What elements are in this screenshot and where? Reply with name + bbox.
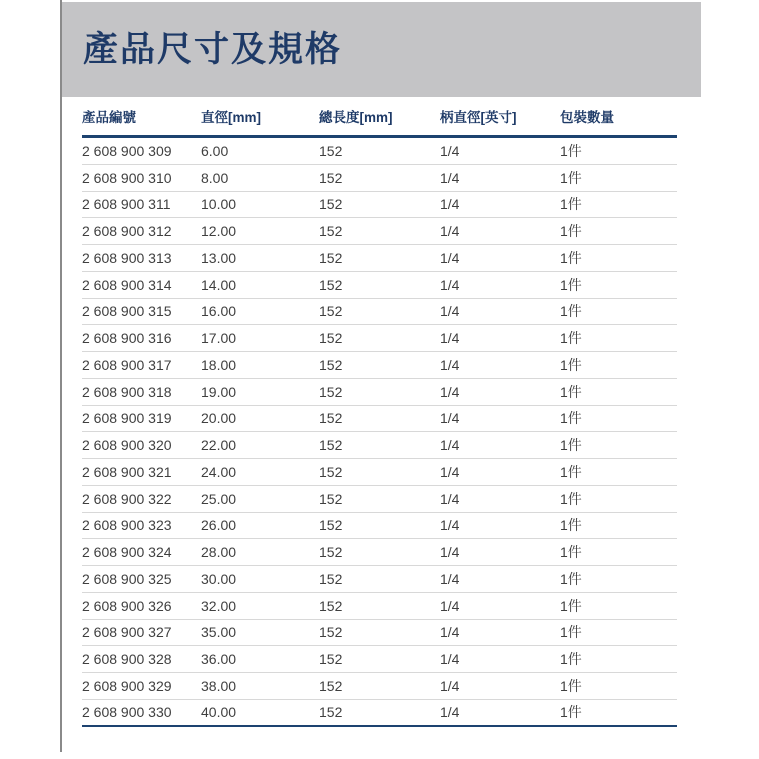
cell-diameter-mm: 35.00 <box>201 624 237 641</box>
cell-product-number: 2 608 900 324 <box>82 544 172 561</box>
cell-total-length-mm: 152 <box>319 597 343 614</box>
cell-product-number: 2 608 900 326 <box>82 597 172 614</box>
cell-total-length-mm: 152 <box>319 249 343 266</box>
cell-diameter-mm: 18.00 <box>201 356 237 373</box>
cell-diameter-mm: 13.00 <box>201 249 237 266</box>
cell-product-number: 2 608 900 317 <box>82 356 172 373</box>
cell-diameter-mm: 40.00 <box>201 704 237 721</box>
title-bar <box>62 2 701 97</box>
cell-total-length-mm: 152 <box>319 383 343 400</box>
cell-pack-quantity: 1件 <box>560 142 582 159</box>
cell-total-length-mm: 152 <box>319 704 343 721</box>
cell-pack-quantity: 1件 <box>560 624 582 641</box>
cell-diameter-mm: 20.00 <box>201 410 237 427</box>
table-body <box>82 138 677 727</box>
page-title: 產品尺寸及規格 <box>83 30 343 69</box>
column-header-shank-diameter-inch: 柄直徑[英寸] <box>440 110 517 125</box>
table-row <box>82 218 677 245</box>
table-row <box>82 272 677 299</box>
table-row <box>82 379 677 406</box>
cell-total-length-mm: 152 <box>319 677 343 694</box>
cell-diameter-mm: 17.00 <box>201 330 237 347</box>
cell-shank-diameter-inch: 1/4 <box>440 517 460 534</box>
cell-pack-quantity: 1件 <box>560 570 582 587</box>
cell-total-length-mm: 152 <box>319 169 343 186</box>
cell-diameter-mm: 36.00 <box>201 651 237 668</box>
cell-shank-diameter-inch: 1/4 <box>440 223 460 240</box>
cell-product-number: 2 608 900 329 <box>82 677 172 694</box>
cell-pack-quantity: 1件 <box>560 517 582 534</box>
cell-shank-diameter-inch: 1/4 <box>440 570 460 587</box>
cell-shank-diameter-inch: 1/4 <box>440 677 460 694</box>
cell-shank-diameter-inch: 1/4 <box>440 383 460 400</box>
cell-total-length-mm: 152 <box>319 330 343 347</box>
cell-shank-diameter-inch: 1/4 <box>440 356 460 373</box>
cell-product-number: 2 608 900 309 <box>82 142 172 159</box>
cell-diameter-mm: 6.00 <box>201 142 229 159</box>
cell-pack-quantity: 1件 <box>560 223 582 240</box>
table-row <box>82 325 677 352</box>
column-header-diameter-mm: 直徑[mm] <box>201 110 261 125</box>
table-row <box>82 406 677 433</box>
cell-pack-quantity: 1件 <box>560 437 582 454</box>
column-header-total-length-mm: 總長度[mm] <box>319 110 393 125</box>
cell-shank-diameter-inch: 1/4 <box>440 276 460 293</box>
cell-shank-diameter-inch: 1/4 <box>440 463 460 480</box>
cell-pack-quantity: 1件 <box>560 276 582 293</box>
cell-diameter-mm: 26.00 <box>201 517 237 534</box>
cell-diameter-mm: 32.00 <box>201 597 237 614</box>
table-row <box>82 245 677 272</box>
cell-pack-quantity: 1件 <box>560 410 582 427</box>
cell-pack-quantity: 1件 <box>560 169 582 186</box>
cell-total-length-mm: 152 <box>319 303 343 320</box>
cell-pack-quantity: 1件 <box>560 463 582 480</box>
cell-product-number: 2 608 900 319 <box>82 410 172 427</box>
table-row <box>82 513 677 540</box>
cell-product-number: 2 608 900 323 <box>82 517 172 534</box>
cell-shank-diameter-inch: 1/4 <box>440 169 460 186</box>
table-row <box>82 352 677 379</box>
cell-total-length-mm: 152 <box>319 490 343 507</box>
table-row <box>82 539 677 566</box>
cell-shank-diameter-inch: 1/4 <box>440 490 460 507</box>
cell-total-length-mm: 152 <box>319 410 343 427</box>
cell-diameter-mm: 28.00 <box>201 544 237 561</box>
cell-product-number: 2 608 900 330 <box>82 704 172 721</box>
cell-product-number: 2 608 900 318 <box>82 383 172 400</box>
table-row <box>82 700 677 727</box>
cell-diameter-mm: 24.00 <box>201 463 237 480</box>
cell-shank-diameter-inch: 1/4 <box>440 303 460 320</box>
cell-diameter-mm: 19.00 <box>201 383 237 400</box>
cell-total-length-mm: 152 <box>319 570 343 587</box>
cell-shank-diameter-inch: 1/4 <box>440 544 460 561</box>
cell-diameter-mm: 8.00 <box>201 169 229 186</box>
cell-shank-diameter-inch: 1/4 <box>440 410 460 427</box>
cell-diameter-mm: 38.00 <box>201 677 237 694</box>
cell-pack-quantity: 1件 <box>560 651 582 668</box>
cell-shank-diameter-inch: 1/4 <box>440 624 460 641</box>
cell-diameter-mm: 22.00 <box>201 437 237 454</box>
cell-total-length-mm: 152 <box>319 517 343 534</box>
cell-diameter-mm: 10.00 <box>201 196 237 213</box>
cell-product-number: 2 608 900 311 <box>82 196 171 213</box>
cell-diameter-mm: 30.00 <box>201 570 237 587</box>
cell-pack-quantity: 1件 <box>560 356 582 373</box>
cell-shank-diameter-inch: 1/4 <box>440 704 460 721</box>
cell-pack-quantity: 1件 <box>560 704 582 721</box>
cell-product-number: 2 608 900 314 <box>82 276 172 293</box>
table-row <box>82 566 677 593</box>
table-row <box>82 165 677 192</box>
cell-product-number: 2 608 900 321 <box>82 463 172 480</box>
table-row <box>82 646 677 673</box>
cell-pack-quantity: 1件 <box>560 383 582 400</box>
cell-diameter-mm: 25.00 <box>201 490 237 507</box>
left-border-line <box>60 0 62 752</box>
cell-pack-quantity: 1件 <box>560 196 582 213</box>
table-row <box>82 486 677 513</box>
cell-product-number: 2 608 900 315 <box>82 303 172 320</box>
product-spec-table <box>82 97 677 727</box>
column-header-product-number: 產品編號 <box>82 110 136 125</box>
cell-total-length-mm: 152 <box>319 463 343 480</box>
cell-diameter-mm: 16.00 <box>201 303 237 320</box>
cell-shank-diameter-inch: 1/4 <box>440 249 460 266</box>
cell-product-number: 2 608 900 310 <box>82 169 172 186</box>
cell-product-number: 2 608 900 312 <box>82 223 172 240</box>
table-row <box>82 299 677 326</box>
cell-product-number: 2 608 900 325 <box>82 570 172 587</box>
table-row <box>82 432 677 459</box>
cell-shank-diameter-inch: 1/4 <box>440 597 460 614</box>
cell-pack-quantity: 1件 <box>560 597 582 614</box>
cell-product-number: 2 608 900 328 <box>82 651 172 668</box>
table-row <box>82 138 677 165</box>
cell-shank-diameter-inch: 1/4 <box>440 330 460 347</box>
cell-diameter-mm: 12.00 <box>201 223 237 240</box>
cell-pack-quantity: 1件 <box>560 490 582 507</box>
cell-total-length-mm: 152 <box>319 142 343 159</box>
table-row <box>82 620 677 647</box>
cell-total-length-mm: 152 <box>319 437 343 454</box>
cell-product-number: 2 608 900 322 <box>82 490 172 507</box>
cell-product-number: 2 608 900 313 <box>82 249 172 266</box>
cell-total-length-mm: 152 <box>319 544 343 561</box>
table-row <box>82 673 677 700</box>
cell-diameter-mm: 14.00 <box>201 276 237 293</box>
cell-pack-quantity: 1件 <box>560 544 582 561</box>
cell-total-length-mm: 152 <box>319 651 343 668</box>
cell-total-length-mm: 152 <box>319 196 343 213</box>
table-row <box>82 459 677 486</box>
cell-shank-diameter-inch: 1/4 <box>440 196 460 213</box>
table-header-row <box>82 97 677 138</box>
cell-shank-diameter-inch: 1/4 <box>440 651 460 668</box>
cell-total-length-mm: 152 <box>319 276 343 293</box>
cell-total-length-mm: 152 <box>319 624 343 641</box>
cell-total-length-mm: 152 <box>319 356 343 373</box>
cell-total-length-mm: 152 <box>319 223 343 240</box>
cell-product-number: 2 608 900 320 <box>82 437 172 454</box>
cell-pack-quantity: 1件 <box>560 249 582 266</box>
cell-shank-diameter-inch: 1/4 <box>440 437 460 454</box>
cell-pack-quantity: 1件 <box>560 677 582 694</box>
cell-product-number: 2 608 900 327 <box>82 624 172 641</box>
cell-product-number: 2 608 900 316 <box>82 330 172 347</box>
cell-shank-diameter-inch: 1/4 <box>440 142 460 159</box>
table-row <box>82 593 677 620</box>
cell-pack-quantity: 1件 <box>560 330 582 347</box>
column-header-pack-quantity: 包裝數量 <box>560 110 614 125</box>
cell-pack-quantity: 1件 <box>560 303 582 320</box>
table-row <box>82 192 677 219</box>
